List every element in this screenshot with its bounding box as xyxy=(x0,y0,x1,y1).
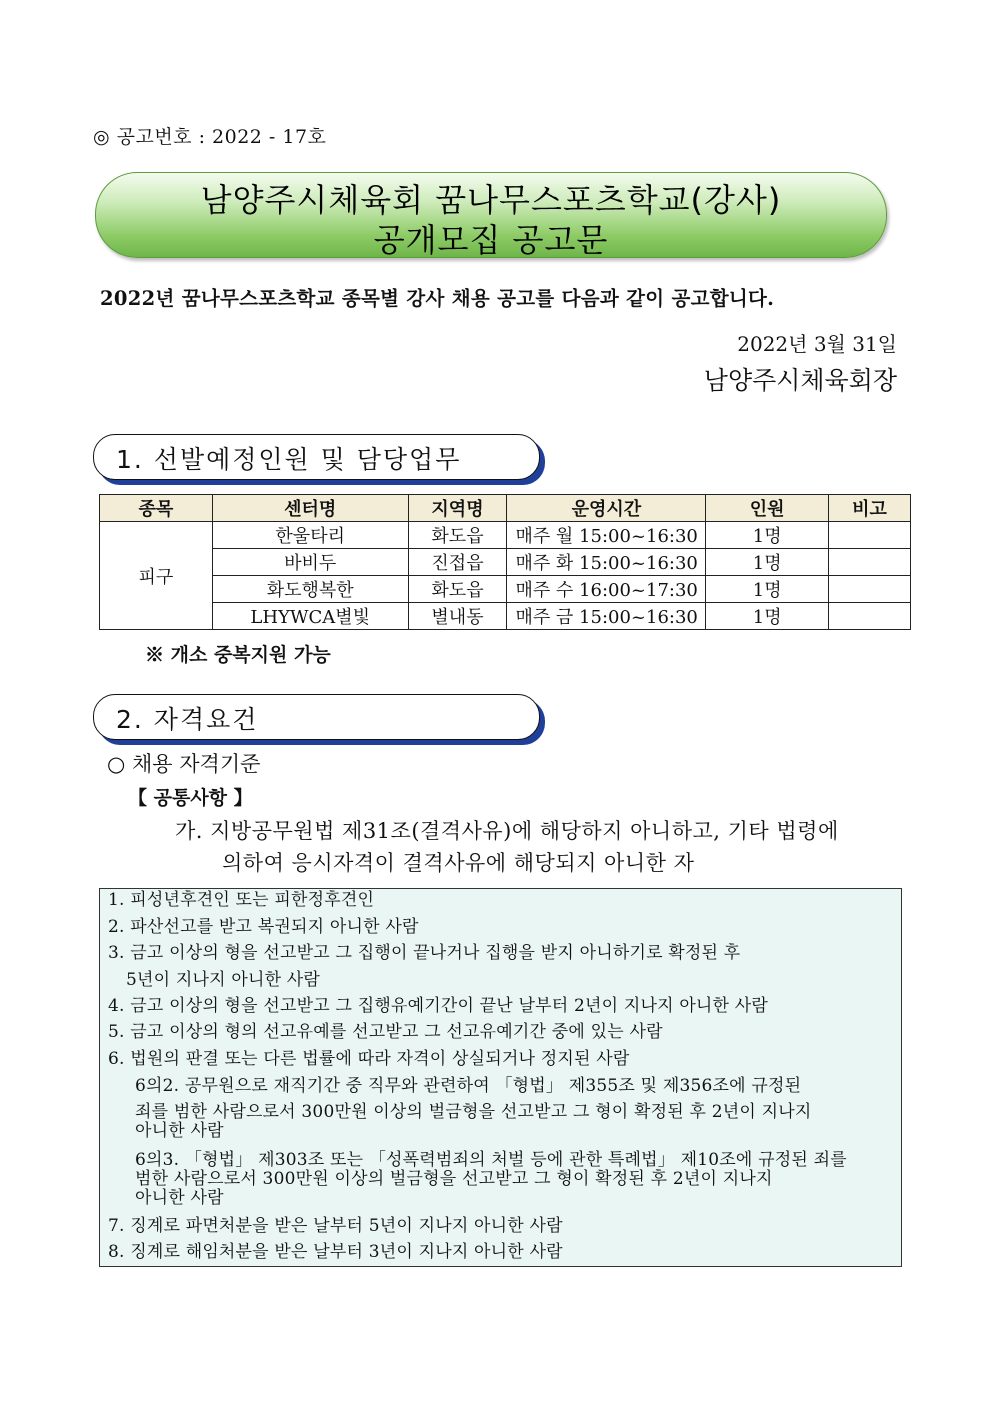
table-row xyxy=(100,576,911,603)
note-cell xyxy=(829,549,911,576)
list-item: 6. 법원의 판결 또는 다른 법률에 따라 자격이 상실되거나 정지된 사람 xyxy=(108,1049,630,1069)
sub-item-line: 6의2. 공무원으로 재직기간 중 직무와 관련하여 「형법」 제355조 및 제356조에 규정된 xyxy=(135,1076,802,1096)
table-row xyxy=(100,522,911,549)
duplicate-application-note: ※ 개소 중복지원 가능 xyxy=(145,644,331,666)
time-cell: 매주 월 15:00~16:30 xyxy=(507,522,706,549)
time-cell: 매주 화 15:00~16:30 xyxy=(507,549,706,576)
center-cell: 한울타리 xyxy=(212,522,408,549)
table-row xyxy=(100,603,911,630)
count-cell: 1명 xyxy=(706,576,829,603)
notice-number: ◎ 공고번호 : 2022 - 17호 xyxy=(93,126,327,148)
region-cell: 화도읍 xyxy=(408,522,507,549)
list-item: 1. 피성년후견인 또는 피한정후견인 xyxy=(108,890,375,910)
time-cell: 매주 수 16:00~17:30 xyxy=(507,576,706,603)
count-cell: 1명 xyxy=(706,549,829,576)
list-item: 4. 금고 이상의 형을 선고받고 그 집행유예기간이 끝난 날부터 2년이 지나지 아니한 사람 xyxy=(108,996,769,1016)
section-2-heading-text: 2. 자격요건 xyxy=(116,705,259,734)
criteria-title: ○ 채용 자격기준 xyxy=(107,752,261,776)
note-cell xyxy=(829,603,911,630)
disqualification-list xyxy=(99,888,902,1267)
table-header-row xyxy=(100,495,911,522)
center-cell: 화도행복한 xyxy=(212,576,408,603)
title-line-1: 남양주시체육회 꿈나무스포츠학교(강사) xyxy=(200,181,782,219)
list-item: 7. 징계로 파면처분을 받은 날부터 5년이 지나지 아니한 사람 xyxy=(108,1216,563,1236)
list-item: 2. 파산선고를 받고 복권되지 아니한 사람 xyxy=(108,917,419,937)
center-cell: LHYWCA별빛 xyxy=(212,603,408,630)
intro-text: 2022년 꿈나무스포츠학교 종목별 강사 채용 공고를 다음과 같이 공고합니다. xyxy=(100,287,775,310)
list-sub-item-6-2 xyxy=(135,1077,895,1141)
sub-item-line: 범한 사람으로서 300만원 이상의 벌금형을 선고받고 그 형이 확정된 후 2년이 지나지 xyxy=(135,1169,773,1189)
header-count: 인원 xyxy=(706,495,829,522)
list-item: 5. 금고 이상의 형의 선고유예를 선고받고 그 선고유예기간 중에 있는 사람 xyxy=(108,1022,663,1042)
region-cell: 진접읍 xyxy=(408,549,507,576)
sport-cell: 피구 xyxy=(100,522,213,630)
requirement-ga-line-2: 의하여 응시자격이 결격사유에 해당되지 아니한 자 xyxy=(222,851,695,875)
list-item-continuation: 5년이 지나지 아니한 사람 xyxy=(126,970,321,990)
list-item: 3. 금고 이상의 형을 선고받고 그 집행이 끝나거나 집행을 받지 아니하기로 확정된 후 xyxy=(108,943,741,963)
note-cell xyxy=(829,576,911,603)
list-item: 8. 징계로 해임처분을 받은 날부터 3년이 지나지 아니한 사람 xyxy=(108,1242,563,1262)
sub-item-line: 6의3. 「형법」 제303조 또는 「성폭력범죄의 처벌 등에 관한 특례법」 제10조에 규정된 죄를 xyxy=(135,1150,847,1170)
header-time: 운영시간 xyxy=(507,495,706,522)
sub-item-line: 아니한 사람 xyxy=(135,1121,224,1141)
common-requirements-title: 【 공통사항 】 xyxy=(128,787,253,809)
list-sub-item-6-3 xyxy=(135,1151,893,1208)
section-1-heading-text: 1. 선발예정인원 및 담당업무 xyxy=(116,445,462,474)
section-2-heading xyxy=(93,694,540,740)
requirement-ga xyxy=(175,815,895,879)
region-cell: 화도읍 xyxy=(408,576,507,603)
count-cell: 1명 xyxy=(706,603,829,630)
signer: 남양주시체육회장 xyxy=(703,366,897,395)
center-cell: 바비두 xyxy=(212,549,408,576)
header-center: 센터명 xyxy=(212,495,408,522)
count-cell: 1명 xyxy=(706,522,829,549)
time-cell: 매주 금 15:00~16:30 xyxy=(507,603,706,630)
sub-item-line: 아니한 사람 xyxy=(135,1188,224,1208)
section-1-heading xyxy=(93,434,540,480)
header-note: 비고 xyxy=(829,495,911,522)
sub-item-line: 죄를 범한 사람으로서 300만원 이상의 벌금형을 선고받고 그 형이 확정된 후 2년이 지나지 xyxy=(135,1102,812,1122)
region-cell: 별내동 xyxy=(408,603,507,630)
title-line-2: 공개모집 공고문 xyxy=(373,221,609,259)
header-region: 지역명 xyxy=(408,495,507,522)
title-banner xyxy=(95,172,887,258)
table-row xyxy=(100,549,911,576)
header-sport: 종목 xyxy=(100,495,213,522)
requirement-ga-line-1: 가. 지방공무원법 제31조(결격사유)에 해당하지 아니하고, 기타 법령에 xyxy=(175,819,839,843)
announcement-date: 2022년 3월 31일 xyxy=(737,332,897,356)
staff-table xyxy=(99,494,911,630)
note-cell xyxy=(829,522,911,549)
